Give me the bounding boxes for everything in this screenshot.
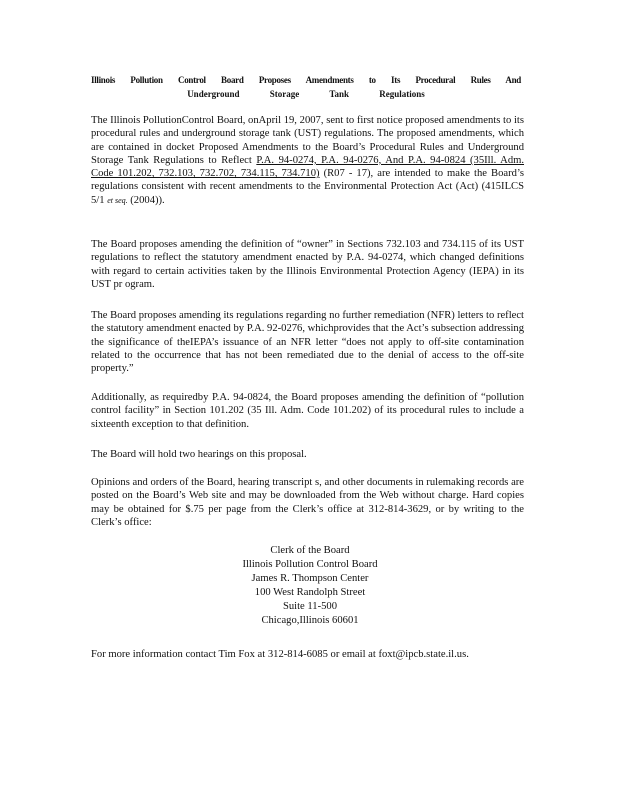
address-line: James R. Thompson Center: [251, 573, 369, 584]
et-seq-text: et seq.: [107, 195, 128, 205]
paragraph-text: (R07 - 17), are intended to make the Board’s regulations consistent with recent amendments to the Environmental Protection Act (Act) (415ILCS 5/1: [91, 168, 525, 206]
document-title-line2: Underground Storage Tank Regulations: [187, 89, 425, 99]
clerk-address-block: [190, 544, 430, 628]
address-line: Clerk of the Board: [270, 545, 350, 556]
paragraph-nfr-letters: The Board proposes amending its regulations regarding no further remediation (NFR) letters to reflect the statutory amendment enacted by P.A. 92-0276, whichprovides that the Act’s subsection addressing the significance of theIEPA’s issuance of an NFR letter “does not apply to off-site contamination related to the occurrence that has not been remediated due to the denial of access to the off-site property.”: [91, 310, 524, 375]
docket-title: P.A. 94-0274, P.A. 94-0276, And P.A. 94-0824 (35Ill. Adm. Code 101.202, 732.103, 732.702, 734.115, 734.710): [91, 154, 525, 180]
address-line: Chicago,Illinois 60601: [261, 615, 359, 626]
paragraph-opinions-orders: Opinions and orders of the Board, hearing transcript s, and other documents in rulemaking records are posted on the Board’s Web site and may be downloaded from the Web without charge. Hard copies may be obtained for $.75 per page from the Clerk’s office at 312-814-3629, or by writing to the Clerk’s office:: [91, 477, 524, 528]
contact-info: For more information contact Tim Fox at 312-814-6085 or email at foxt@ipcb.state.il.us.: [91, 649, 469, 660]
address-line: Illinois Pollution Control Board: [242, 559, 378, 570]
paragraph-first-notice: [91, 114, 524, 207]
paragraph-text: The Illinois PollutionControl Board, onApril 19, 2007, sent to first notice proposed amendments to its procedural rules and underground storage tank (UST) regulations. The proposed amendments, which are contained in docket Proposed Amendments to the Board’s Procedural Rules and Underground Storage Tank Regulations to Reflect: [91, 115, 524, 166]
paragraph-owner-definition: The Board proposes amending the definition of “owner” in Sections 732.103 and 734.115 of its UST regulations to reflect the statutory amendment enacted by P.A. 94-0274, which changed definitions with regard to certain activities taken by the Illinois Environmental Protection Agency (IEPA) in its UST pr ogram.: [91, 239, 524, 290]
paragraph-hearings: The Board will hold two hearings on this proposal.: [91, 449, 307, 460]
address-line: 100 West Randolph Street: [254, 587, 366, 598]
document-title: Illinois Pollution Control Board Proposes Amendments to Its Procedural Rules And: [91, 75, 521, 85]
address-line: Suite 11-500: [282, 601, 338, 612]
paragraph-text: (2004)).: [127, 194, 165, 206]
paragraph-pollution-control-facility: Additionally, as requiredby P.A. 94-0824, the Board proposes amending the definition of “pollution control facility” in Section 101.202 (35 Ill. Adm. Code 101.202) of its procedural rules to include a sixteenth exception to that definition.: [91, 392, 524, 430]
